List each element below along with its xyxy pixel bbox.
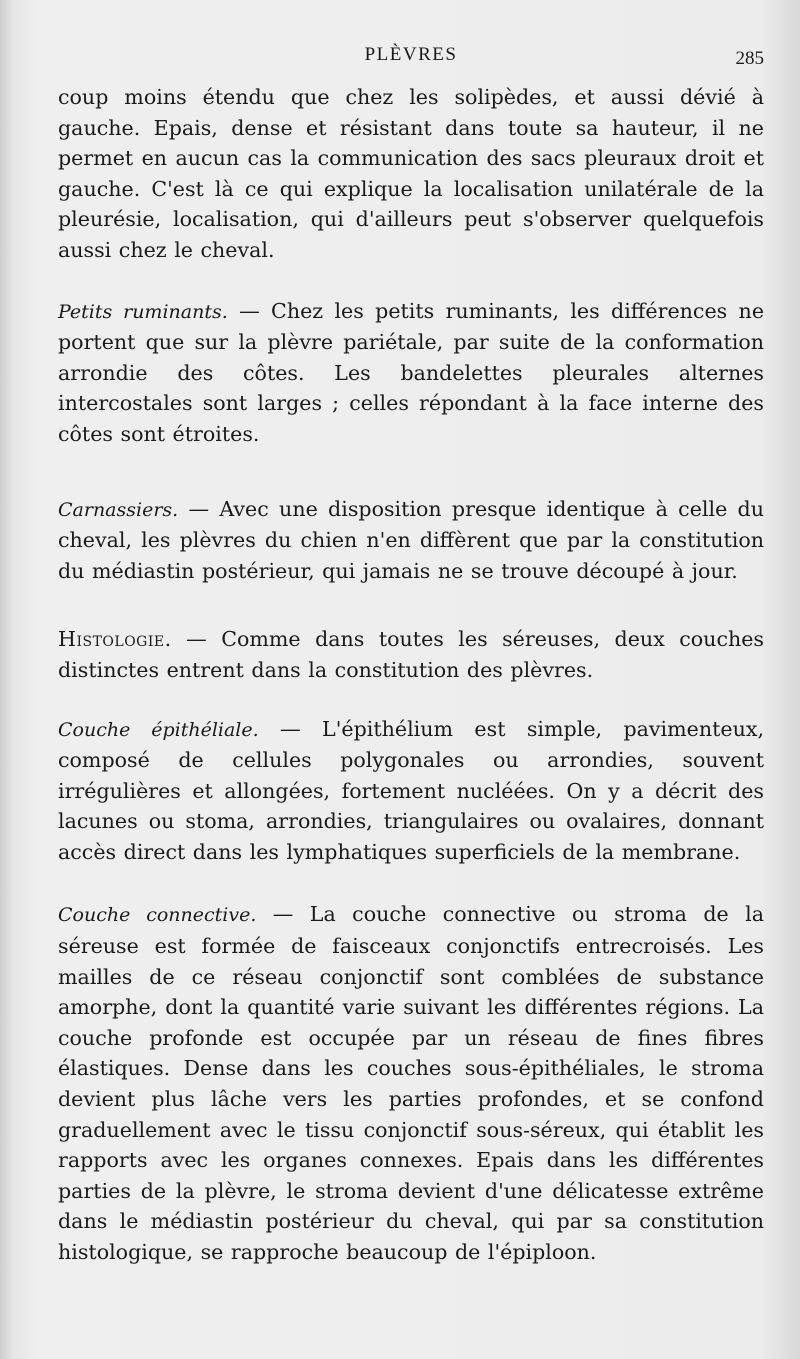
paragraph-petits-ruminants xyxy=(58,296,764,450)
paragraph-couche-epitheliale xyxy=(58,714,764,868)
paragraph-text: — L'épithélium est simple, pavimenteux, composé de cellules polygonales ou arrondies, souvent irrégulières et allongées, fortement nucléées. On y a décrit des lacunes ou stoma, arrondies, triangulaires ou ovalaires, donnant accès direct dans les lymphatiques superficiels de la membrane. xyxy=(58,716,764,864)
paragraph-text: coup moins étendu que chez les solipèdes, et aussi dévié à gauche. Epais, dense et résistant dans toute sa hauteur, il ne permet en aucun cas la communication des sacs pleuraux droit et gauche. C'est là ce qui explique la localisation unilatérale de la pleurésie, localisation, qui d'ailleurs peut s'observer quelquefois aussi chez le cheval. xyxy=(58,85,764,262)
section-lead: Couche épithéliale. xyxy=(58,718,259,741)
paragraph-histologie xyxy=(58,624,764,685)
running-title: PLÈVRES xyxy=(364,44,458,65)
section-lead: Histologie. xyxy=(58,627,172,652)
paragraph-text: — Avec une disposition presque identique à celle du cheval, les plèvres du chien n'en diffèrent que par la constitution du médiastin postérieur, qui jamais ne se trouve découpé à jour. xyxy=(58,496,764,583)
section-lead: Petits ruminants. xyxy=(58,300,228,323)
section-lead: Carnassiers. xyxy=(58,498,179,521)
paragraph-text: — Comme dans toutes les séreuses, deux couches distinctes entrent dans la constitution des plèvres. xyxy=(58,627,764,682)
section-lead: Couche connective. xyxy=(58,904,257,927)
paragraph-couche-connective xyxy=(58,899,764,1267)
paragraph-text: — La couche connective ou stroma de la séreuse est formée de faisceaux conjonctifs entrecroisés. Les mailles de ce réseau conjonctif sont comblées de substance amorphe, dont la quantité varie suivant les différentes régions. La couche profonde est occupée par un réseau de fines fibres élastiques. Dense dans les couches sous-épithéliales, le stroma devient plus lâche vers les parties profondes, et se confond graduellement avec le tissu conjonctif sous-séreux, qui établit les rapports avec les organes connexes. Epais dans les différentes parties de la plèvre, le stroma devient d'une délicatesse extrême dans le médiastin postérieur du cheval, qui par sa constitution histologique, se rapproche beaucoup de l'épiploon. xyxy=(58,902,765,1264)
paragraph-carnassiers xyxy=(58,494,764,587)
page-number: 285 xyxy=(735,48,764,69)
paragraph-continuation xyxy=(58,82,764,266)
running-head xyxy=(58,44,764,74)
paragraph-text: — Chez les petits ruminants, les différences ne portent que sur la plèvre pariétale, par suite de la conformation arrondie des côtes. Les bandelettes pleurales alternes intercostales sont larges ; celles répondant à la face interne des côtes sont étroites. xyxy=(58,298,765,446)
